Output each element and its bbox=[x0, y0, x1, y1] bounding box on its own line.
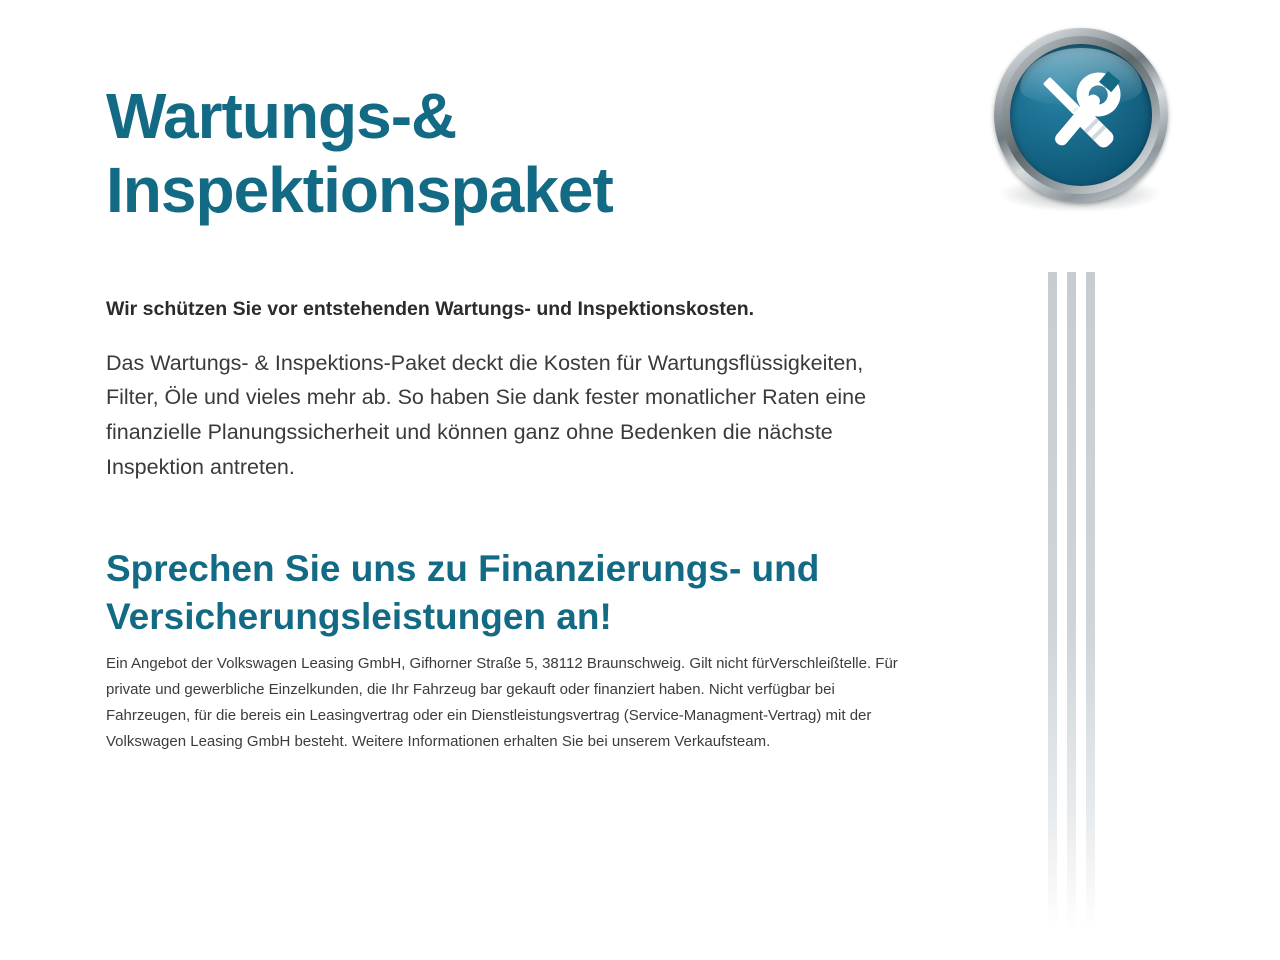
accent-bar-3 bbox=[1086, 272, 1095, 932]
wrench-screwdriver-badge-icon bbox=[986, 26, 1176, 216]
legal-disclaimer: Ein Angebot der Volkswagen Leasing GmbH, Gifhorner Straße 5, 38112 Braunschweig. Gilt nicht fürVerschleißtelle. Für private und gewerbliche Einzelkunden, die Ihr Fahrzeug bar gekauft oder finanziert haben. Nicht verfügbar bei Fahrzeugen, für die bereis ein Leasingvertrag oder ein Dienstleistungsvertrag (Service-Managment-Vertrag) mit der Volkswagen Leasing GmbH besteht. Weitere Informationen erhalten Sie bei unserem Verkaufsteam. bbox=[106, 655, 898, 751]
vertical-accent-bars bbox=[1048, 272, 1118, 932]
tools-glyph-icon bbox=[1010, 44, 1152, 186]
call-to-action-heading: Sprechen Sie uns zu Finanzierungs- und Versicherungsleistungen an! bbox=[106, 547, 820, 637]
subheadline: Wir schützen Sie vor entstehenden Wartungs- und Inspektionskosten. bbox=[106, 297, 755, 320]
accent-bar-1 bbox=[1048, 272, 1057, 932]
body-paragraph: Das Wartungs- & Inspektions-Paket deckt die Kosten für Wartungsflüssigkeiten, Filter, Öle und vieles mehr ab. So haben Sie dank fester monatlicher Raten eine finanzielle Planungssicherheit und können ganz ohne Bedenken die nächste Inspektion antreten. bbox=[106, 350, 867, 479]
accent-bar-2 bbox=[1067, 272, 1076, 932]
page-title: Wartungs-& Inspektionspaket bbox=[106, 79, 613, 227]
